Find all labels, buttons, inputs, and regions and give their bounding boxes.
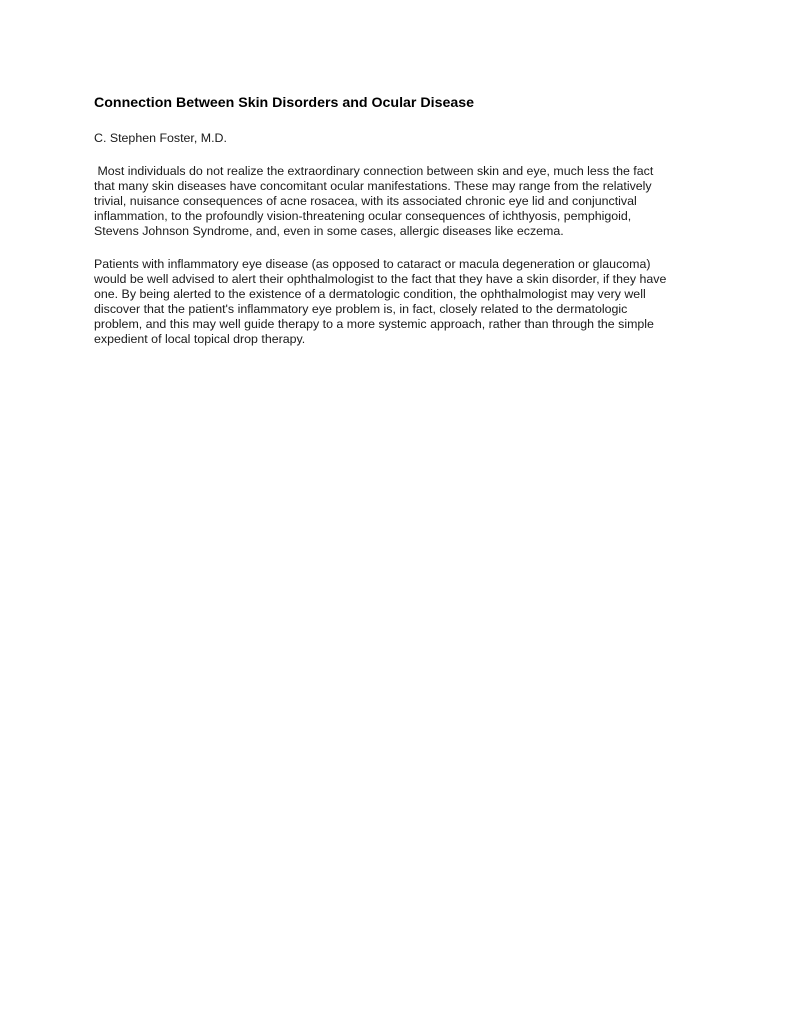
paragraph-line: expedient of local topical drop therapy. <box>94 332 306 346</box>
paragraph-line: Stevens Johnson Syndrome, and, even in some cases, allergic diseases like eczema. <box>94 224 564 238</box>
document-title: Connection Between Skin Disorders and Ocular Disease <box>94 95 475 111</box>
paragraph-line: would be well advised to alert their ophthalmologist to the fact that they have a skin disorder, if they have <box>94 272 667 286</box>
paragraph-line: one. By being alerted to the existence of a dermatologic condition, the ophthalmologist may very well <box>94 287 646 301</box>
paragraph-line: that many skin diseases have concomitant ocular manifestations. These may range from the relatively <box>94 179 652 193</box>
document-body <box>94 94 704 347</box>
paragraph-2 <box>94 257 704 347</box>
paragraph-1 <box>94 164 704 239</box>
paragraph-line: problem, and this may well guide therapy to a more systemic approach, rather than through the simple <box>94 317 654 331</box>
paragraph-line: discover that the patient's inflammatory eye problem is, in fact, closely related to the dermatologic <box>94 302 628 316</box>
paragraph-line: inflammation, to the profoundly vision-threatening ocular consequences of ichthyosis, pemphigoid, <box>94 209 632 223</box>
paragraph-line: Patients with inflammatory eye disease (as opposed to cataract or macula degeneration or glaucoma) <box>94 257 651 271</box>
paragraph-line: Most individuals do not realize the extraordinary connection between skin and eye, much less the fact <box>94 164 654 178</box>
author-line: C. Stephen Foster, M.D. <box>94 131 227 145</box>
paragraph-line: trivial, nuisance consequences of acne rosacea, with its associated chronic eye lid and conjunctival <box>94 194 637 208</box>
